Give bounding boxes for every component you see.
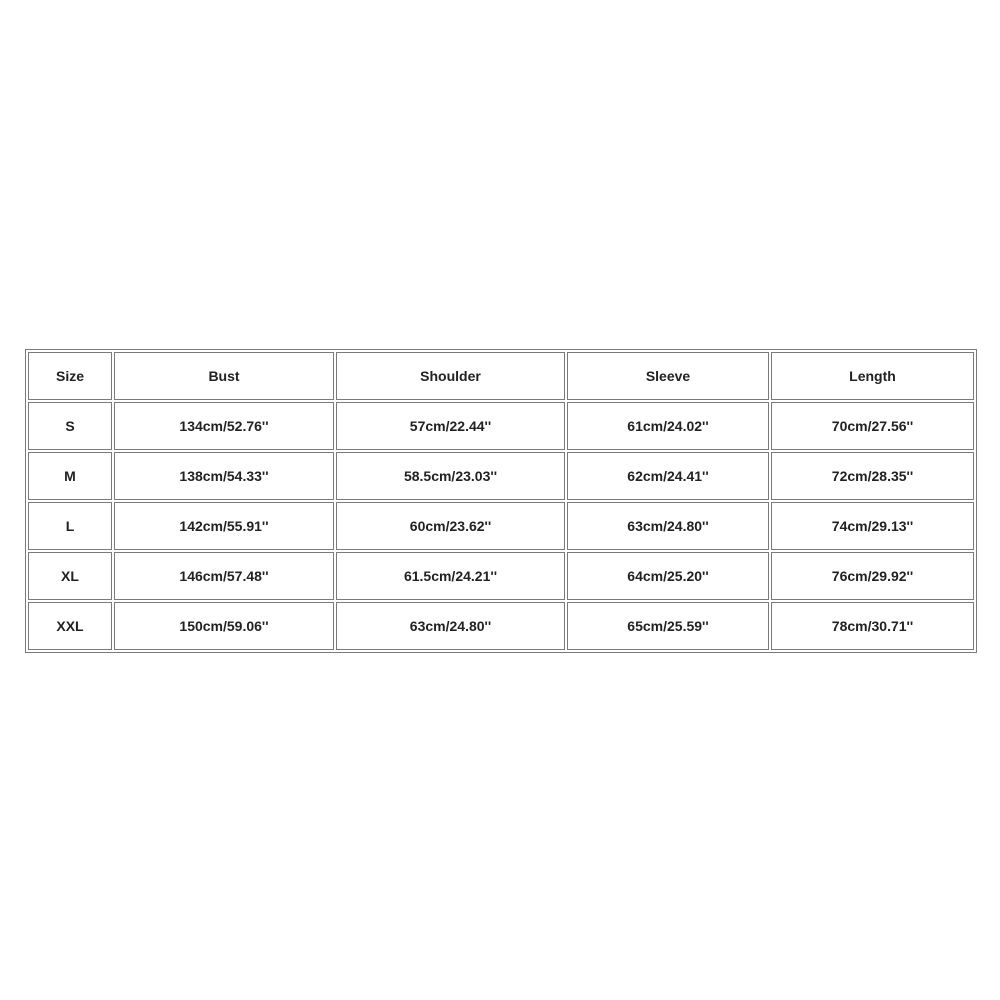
cell-shoulder: 60cm/23.62'' bbox=[336, 502, 565, 550]
cell-size: XXL bbox=[28, 602, 112, 650]
cell-bust: 150cm/59.06'' bbox=[114, 602, 334, 650]
cell-bust: 142cm/55.91'' bbox=[114, 502, 334, 550]
cell-sleeve: 61cm/24.02'' bbox=[567, 402, 769, 450]
header-size: Size bbox=[28, 352, 112, 400]
cell-shoulder: 57cm/22.44'' bbox=[336, 402, 565, 450]
cell-length: 74cm/29.13'' bbox=[771, 502, 974, 550]
cell-size: XL bbox=[28, 552, 112, 600]
cell-size: S bbox=[28, 402, 112, 450]
cell-length: 70cm/27.56'' bbox=[771, 402, 974, 450]
cell-sleeve: 65cm/25.59'' bbox=[567, 602, 769, 650]
size-chart-table bbox=[25, 349, 977, 653]
cell-sleeve: 63cm/24.80'' bbox=[567, 502, 769, 550]
table-row bbox=[28, 502, 974, 550]
table-row bbox=[28, 602, 974, 650]
cell-size: L bbox=[28, 502, 112, 550]
cell-sleeve: 64cm/25.20'' bbox=[567, 552, 769, 600]
header-sleeve: Sleeve bbox=[567, 352, 769, 400]
header-row bbox=[28, 352, 974, 400]
header-length: Length bbox=[771, 352, 974, 400]
cell-length: 72cm/28.35'' bbox=[771, 452, 974, 500]
cell-shoulder: 63cm/24.80'' bbox=[336, 602, 565, 650]
cell-shoulder: 58.5cm/23.03'' bbox=[336, 452, 565, 500]
cell-bust: 146cm/57.48'' bbox=[114, 552, 334, 600]
table-row bbox=[28, 552, 974, 600]
header-bust: Bust bbox=[114, 352, 334, 400]
cell-shoulder: 61.5cm/24.21'' bbox=[336, 552, 565, 600]
cell-length: 76cm/29.92'' bbox=[771, 552, 974, 600]
cell-length: 78cm/30.71'' bbox=[771, 602, 974, 650]
header-shoulder: Shoulder bbox=[336, 352, 565, 400]
cell-size: M bbox=[28, 452, 112, 500]
cell-bust: 134cm/52.76'' bbox=[114, 402, 334, 450]
table-row bbox=[28, 452, 974, 500]
cell-bust: 138cm/54.33'' bbox=[114, 452, 334, 500]
cell-sleeve: 62cm/24.41'' bbox=[567, 452, 769, 500]
table-row bbox=[28, 402, 974, 450]
